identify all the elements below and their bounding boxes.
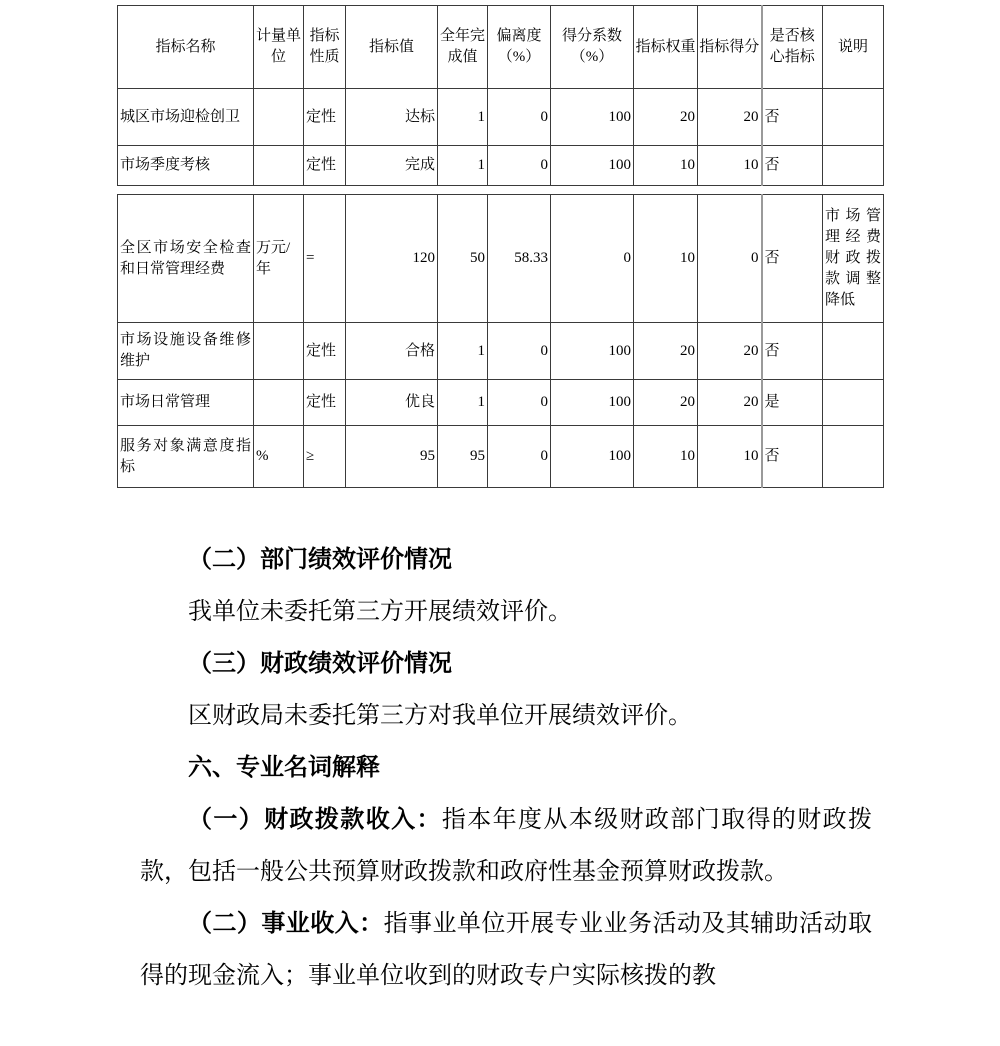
cell-score: 20 <box>698 323 762 380</box>
cell-unit <box>254 146 304 186</box>
cell-deviation: 0 <box>488 323 551 380</box>
cell-nature: = <box>304 195 346 323</box>
table-row <box>118 146 884 186</box>
section-3-paragraph: 区财政局未委托第三方对我单位开展绩效评价。 <box>188 703 692 729</box>
section-3-heading: （三）财政绩效评价情况 <box>188 651 452 677</box>
cell-weight: 10 <box>634 426 698 488</box>
cell-deviation: 0 <box>488 426 551 488</box>
cell-indicator-name: 服务对象满意度指标 <box>118 426 254 488</box>
cell-indicator-name: 全区市场安全检查和日常管理经费 <box>118 195 254 323</box>
cell-score: 0 <box>698 195 762 323</box>
cell-unit <box>254 323 304 380</box>
term-1-paragraph <box>140 794 872 898</box>
table-row <box>118 89 884 146</box>
cell-indicator-name: 市场季度考核 <box>118 146 254 186</box>
col-header-note: 说明 <box>823 6 884 89</box>
cell-note: 市场管理经费财政拨款调整降低 <box>823 195 884 323</box>
section-2-heading: （二）部门绩效评价情况 <box>188 547 452 573</box>
cell-deviation: 0 <box>488 89 551 146</box>
section-6-title: 六、专业名词解释 <box>188 754 380 781</box>
cell-score-coefficient: 100 <box>551 89 634 146</box>
cell-indicator-value: 完成 <box>346 146 438 186</box>
cell-unit <box>254 380 304 426</box>
term-2-body: 指事业单位开展专业业务活动及其辅助活动取得的现金流入；事业单位收到的财政专户实际核拨的教 <box>140 911 873 989</box>
cell-annual-done: 95 <box>438 426 488 488</box>
cell-score: 10 <box>698 426 762 488</box>
cell-deviation: 0 <box>488 380 551 426</box>
cell-note <box>823 426 884 488</box>
cell-core-indicator: 是 <box>762 380 823 426</box>
cell-score: 20 <box>698 89 762 146</box>
table-row <box>118 380 884 426</box>
cell-core-indicator: 否 <box>762 426 823 488</box>
cell-nature: ≥ <box>304 426 346 488</box>
cell-score: 10 <box>698 146 762 186</box>
cell-weight: 20 <box>634 323 698 380</box>
cell-indicator-value: 120 <box>346 195 438 323</box>
cell-note <box>823 323 884 380</box>
term-2-lead: （二）事业收入： <box>188 911 384 937</box>
cell-indicator-value: 优良 <box>346 380 438 426</box>
table-row <box>118 323 884 380</box>
cell-indicator-value: 95 <box>346 426 438 488</box>
cell-deviation: 58.33 <box>488 195 551 323</box>
col-header-score-coefficient: 得分系数（%） <box>551 6 634 89</box>
section-2-paragraph: 我单位未委托第三方开展绩效评价。 <box>188 599 572 625</box>
cell-score-coefficient: 100 <box>551 426 634 488</box>
cell-annual-done: 1 <box>438 323 488 380</box>
col-header-annual-done: 全年完成值 <box>438 6 488 89</box>
col-header-weight: 指标权重 <box>634 6 698 89</box>
cell-core-indicator: 否 <box>762 323 823 380</box>
cell-weight: 20 <box>634 89 698 146</box>
cell-annual-done: 1 <box>438 89 488 146</box>
col-header-score: 指标得分 <box>698 6 762 89</box>
col-header-nature: 指标性质 <box>304 6 346 89</box>
cell-note <box>823 89 884 146</box>
cell-nature: 定性 <box>304 380 346 426</box>
term-1-lead: （一）财政拨款收入： <box>188 807 442 833</box>
col-header-indicator-value: 指标值 <box>346 6 438 89</box>
cell-nature: 定性 <box>304 146 346 186</box>
cell-annual-done: 50 <box>438 195 488 323</box>
indicator-table-part-1 <box>117 5 884 186</box>
cell-indicator-name: 城区市场迎检创卫 <box>118 89 254 146</box>
cell-core-indicator: 否 <box>762 195 823 323</box>
col-header-indicator-name: 指标名称 <box>118 6 254 89</box>
cell-score: 20 <box>698 380 762 426</box>
body-text <box>140 534 872 1002</box>
cell-deviation: 0 <box>488 146 551 186</box>
cell-weight: 10 <box>634 195 698 323</box>
cell-score-coefficient: 100 <box>551 323 634 380</box>
cell-unit: % <box>254 426 304 488</box>
cell-score-coefficient: 100 <box>551 380 634 426</box>
table-row <box>118 426 884 488</box>
cell-indicator-name: 市场日常管理 <box>118 380 254 426</box>
term-2-paragraph <box>140 898 872 1002</box>
cell-score-coefficient: 0 <box>551 195 634 323</box>
cell-unit <box>254 89 304 146</box>
cell-indicator-name: 市场设施设备维修维护 <box>118 323 254 380</box>
cell-score-coefficient: 100 <box>551 146 634 186</box>
cell-annual-done: 1 <box>438 146 488 186</box>
cell-annual-done: 1 <box>438 380 488 426</box>
cell-core-indicator: 否 <box>762 146 823 186</box>
cell-unit: 万元/年 <box>254 195 304 323</box>
table-row <box>118 195 884 323</box>
term-1-body: 指本年度从本级财政部门取得的财政拨款，包括一般公共预算财政拨款和政府性基金预算财政拨款。 <box>140 807 873 885</box>
cell-note <box>823 146 884 186</box>
cell-nature: 定性 <box>304 89 346 146</box>
indicator-table-part-2 <box>117 194 884 488</box>
cell-indicator-value: 达标 <box>346 89 438 146</box>
cell-weight: 20 <box>634 380 698 426</box>
cell-nature: 定性 <box>304 323 346 380</box>
cell-note <box>823 380 884 426</box>
cell-weight: 10 <box>634 146 698 186</box>
col-header-unit: 计量单位 <box>254 6 304 89</box>
col-header-core-indicator: 是否核心指标 <box>762 6 823 89</box>
col-header-deviation: 偏离度（%） <box>488 6 551 89</box>
performance-indicator-table <box>117 5 885 488</box>
cell-core-indicator: 否 <box>762 89 823 146</box>
cell-indicator-value: 合格 <box>346 323 438 380</box>
table-header-row <box>118 6 884 89</box>
